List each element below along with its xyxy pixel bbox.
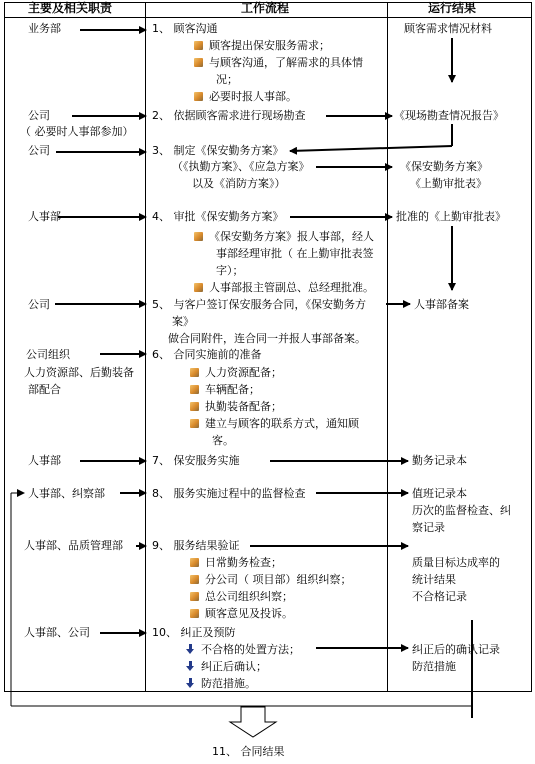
step-1-bullet-3: 必要时报人事部。 [194,90,297,104]
step-5-line2: 案》 [172,315,194,328]
bullet-icon [194,232,203,241]
step-9-bullet-1: 日常勤务检查； [190,556,282,570]
role-6-line2: 人力资源部、后勤装备 [24,366,134,379]
step-4-bullet-1-cont1: 事部经理审批（ 在上勤审批表签 [216,247,374,260]
bullet-icon [190,609,199,618]
result-3-line1: 《保安勤务方案》 [400,160,488,173]
role-10: 人事部、公司 [24,626,90,639]
role-7: 人事部 [28,454,61,467]
step-9-bullet-3: 总公司组织纠察； [190,590,293,604]
step-5: 5、 与客户签订保安服务合同，《保安勤务方 [152,298,366,311]
step-4: 4、 审批《保安勤务方案》 [152,210,284,223]
bullet-icon [194,92,203,101]
result-8-line2: 历次的监督检查、纠 [412,504,511,517]
step-10-bullet-2: 纠正后确认； [186,660,267,674]
result-8-line1: 值班记录本 [412,487,467,500]
role-4: 人事部 [28,210,61,223]
result-9-line1: 质量目标达成率的 [412,556,500,569]
step-6-bullet-3: 执勤装备配备； [190,400,282,414]
header-workflow: 工作流程 [241,1,290,15]
step-9-bullet-2: 分公司（ 项目部）组织纠察； [190,573,352,587]
bullet-icon [190,558,199,567]
step-8: 8、 服务实施过程中的监督检查 [152,487,306,500]
step-3-line3: 以及《消防方案》） [192,177,286,190]
result-8-line3: 察记录 [412,521,445,534]
bullet-icon [190,368,199,377]
step-11: 11、 合同结果 [212,745,285,758]
result-9-line2: 统计结果 [412,573,456,586]
bullet-icon [190,402,199,411]
step-6-bullet-2: 车辆配备； [190,383,260,397]
step-9-bullet-4: 顾客意见及投诉。 [190,607,293,621]
step-2: 2、 依据顾客需求进行现场勘查 [152,109,306,122]
step-6: 6、 合同实施前的准备 [152,348,262,361]
role-2: 公司 [28,109,50,122]
step-9: 9、 服务结果验证 [152,539,240,552]
step-1-bullet-2: 与顾客沟通，了解需求的具体情 [194,56,363,70]
step-3-line2: （《执勤方案》、《应急方案》 [172,160,310,173]
role-9: 人事部、品质管理部 [24,539,123,552]
bullet-icon [190,575,199,584]
down-arrow-icon [186,661,195,671]
result-3-line2: 《上勤审批表》 [410,177,487,190]
step-7: 7、 保安服务实施 [152,454,240,467]
bullet-icon [194,41,203,50]
step-1: 1、 顾客沟通 [152,22,218,35]
step-3: 3、 制定《保安勤务方案》 [152,144,284,157]
header-roles: 主要及相关职责 [28,1,113,15]
down-arrow-icon [186,644,195,654]
role-6-line1: 公司组织 [26,348,70,361]
step-4-bullet-1: 《保安勤务方案》报人事部，经人 [194,230,374,244]
result-5: 人事部备案 [414,298,469,311]
role-8: 人事部、纠察部 [28,487,105,500]
bullet-icon [190,419,199,428]
role-2-note: （ 必要时人事部参加） [20,125,134,138]
result-9-line3: 不合格记录 [412,590,467,603]
down-arrow-icon [186,678,195,688]
result-4: 批准的《上勤审批表》 [396,210,506,223]
step-1-bullet-1: 顾客提出保安服务需求； [194,39,330,53]
result-10-line1: 纠正后的确认记录 [412,643,500,656]
header-results: 运行结果 [428,1,477,15]
bullet-icon [194,283,203,292]
result-2: 《现场勘查情况报告》 [394,109,504,122]
step-4-bullet-2: 人事部报主管副总、总经理批准。 [194,281,374,295]
role-5: 公司 [28,298,50,311]
step-6-bullet-4-cont: 客。 [212,434,234,447]
result-7: 勤务记录本 [412,454,467,467]
role-1: 业务部 [28,22,61,35]
bullet-icon [190,385,199,394]
step-10-bullet-3: 防范措施。 [186,677,256,691]
result-10-line2: 防范措施 [412,660,456,673]
step-1-bullet-2-cont: 况； [216,73,238,86]
bullet-icon [190,592,199,601]
step-5-line3: 做合同附件，连合同一并报人事部备案。 [168,332,366,345]
step-6-bullet-4: 建立与顾客的联系方式，通知顾 [190,417,359,431]
bullet-icon [194,58,203,67]
step-4-bullet-1-cont2: 字）； [216,264,244,277]
role-3: 公司 [28,144,50,157]
role-6-line3: 部配合 [28,383,61,396]
result-1: 顾客需求情况材料 [404,22,492,35]
step-10-bullet-1: 不合格的处置方法； [186,643,300,657]
step-10: 10、 纠正及预防 [152,626,236,639]
step-6-bullet-1: 人力资源配备； [190,366,282,380]
